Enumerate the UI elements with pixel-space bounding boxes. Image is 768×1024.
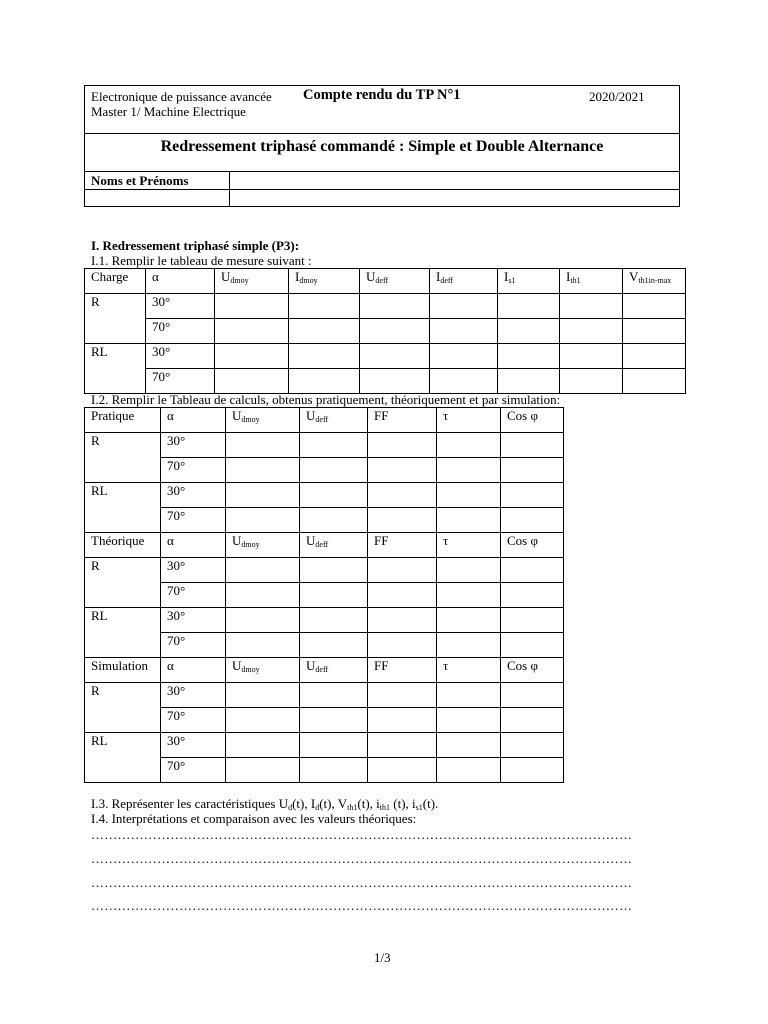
calculation-input-cell[interactable] bbox=[226, 483, 300, 508]
question-3 bbox=[91, 796, 438, 811]
calculation-input-cell[interactable] bbox=[226, 758, 300, 783]
calculation-input-cell[interactable] bbox=[501, 608, 564, 633]
subscript: th1 bbox=[347, 803, 358, 812]
calculation-input-cell[interactable] bbox=[501, 758, 564, 783]
measurement-input-cell[interactable] bbox=[623, 319, 686, 344]
measurement-input-cell[interactable] bbox=[289, 294, 360, 319]
calculation-input-cell[interactable] bbox=[501, 708, 564, 733]
section-label: Théorique bbox=[85, 533, 161, 558]
question-2: I.2. Remplir le Tableau de calculs, obtenus pratiquement, théoriquement et par simulation: bbox=[91, 392, 561, 407]
angle-cell: 70° bbox=[161, 583, 226, 608]
calculation-input-cell[interactable] bbox=[501, 433, 564, 458]
table1-header-cell: Charge bbox=[85, 269, 146, 294]
angle-cell: 30° bbox=[161, 683, 226, 708]
table2-row bbox=[85, 608, 564, 633]
section-heading: I. Redressement triphasé simple (P3): bbox=[91, 238, 300, 253]
calculation-input-cell[interactable] bbox=[437, 733, 501, 758]
measurement-input-cell[interactable] bbox=[560, 344, 623, 369]
question-3-text: (t), V bbox=[319, 796, 348, 811]
table1-row bbox=[85, 319, 686, 344]
calculation-input-cell[interactable] bbox=[300, 583, 368, 608]
angle-cell: 30° bbox=[146, 294, 215, 319]
measurement-input-cell[interactable] bbox=[623, 369, 686, 394]
subscript: d bbox=[315, 803, 320, 812]
table2-header-cell: α bbox=[161, 408, 226, 433]
load-cell: R bbox=[85, 683, 161, 733]
table1-header-cell: α bbox=[146, 269, 215, 294]
angle-cell: 30° bbox=[146, 344, 215, 369]
load-cell: RL bbox=[85, 344, 146, 394]
page-number: 1/3 bbox=[374, 950, 391, 965]
calculation-input-cell[interactable] bbox=[437, 558, 501, 583]
table2-header-cell: α bbox=[161, 533, 226, 558]
table2-header-cell: τ bbox=[437, 408, 501, 433]
measurement-table bbox=[84, 268, 686, 394]
calculation-input-cell[interactable] bbox=[368, 633, 437, 658]
measurement-input-cell[interactable] bbox=[498, 294, 560, 319]
measurement-input-cell[interactable] bbox=[430, 369, 498, 394]
answer-line-3[interactable]: …………………………………………………………………………………………………………… bbox=[91, 875, 633, 890]
measurement-input-cell[interactable] bbox=[215, 319, 289, 344]
measurement-input-cell[interactable] bbox=[498, 369, 560, 394]
calculation-input-cell[interactable] bbox=[437, 433, 501, 458]
calculation-input-cell[interactable] bbox=[501, 583, 564, 608]
calculation-input-cell[interactable] bbox=[501, 508, 564, 533]
measurement-input-cell[interactable] bbox=[498, 319, 560, 344]
calculation-input-cell[interactable] bbox=[501, 558, 564, 583]
table2-header-cell: τ bbox=[437, 533, 501, 558]
table2-row bbox=[85, 733, 564, 758]
main-title: Redressement triphasé commandé : Simple et Double Alternance bbox=[85, 133, 679, 172]
table2-header-cell: τ bbox=[437, 658, 501, 683]
table2-header-cell: Cos φ bbox=[501, 658, 564, 683]
question-3-text: (t), I bbox=[292, 796, 316, 811]
table2-header-cell: $U_{dmoy}$ bbox=[226, 533, 300, 558]
calculation-input-cell[interactable] bbox=[300, 708, 368, 733]
measurement-input-cell[interactable] bbox=[360, 294, 430, 319]
names-divider bbox=[229, 172, 230, 206]
calculation-input-cell[interactable] bbox=[368, 733, 437, 758]
measurement-input-cell[interactable] bbox=[289, 319, 360, 344]
measurement-input-cell[interactable] bbox=[430, 319, 498, 344]
calculation-input-cell[interactable] bbox=[368, 458, 437, 483]
table2-header-cell: α bbox=[161, 658, 226, 683]
measurement-input-cell[interactable] bbox=[360, 344, 430, 369]
table1-row bbox=[85, 344, 686, 369]
table1-header-cell: $I_{deff}$ bbox=[430, 269, 498, 294]
calculation-input-cell[interactable] bbox=[437, 583, 501, 608]
calculation-input-cell[interactable] bbox=[501, 683, 564, 708]
question-3-text: (t), i bbox=[390, 796, 416, 811]
calculation-input-cell[interactable] bbox=[300, 733, 368, 758]
course-name: Electronique de puissance avancée bbox=[91, 89, 272, 104]
calculation-input-cell[interactable] bbox=[300, 483, 368, 508]
calculation-input-cell[interactable] bbox=[300, 608, 368, 633]
subscript: th1 bbox=[379, 803, 390, 812]
measurement-input-cell[interactable] bbox=[215, 344, 289, 369]
calculation-input-cell[interactable] bbox=[368, 608, 437, 633]
calculation-input-cell[interactable] bbox=[226, 633, 300, 658]
answer-line-2[interactable]: …………………………………………………………………………………………………………… bbox=[91, 851, 633, 866]
names-row bbox=[85, 172, 679, 190]
table2-section-header-row bbox=[85, 658, 564, 683]
calculation-input-cell[interactable] bbox=[226, 708, 300, 733]
calculation-input-cell[interactable] bbox=[226, 458, 300, 483]
angle-cell: 70° bbox=[161, 458, 226, 483]
calculation-input-cell[interactable] bbox=[226, 608, 300, 633]
measurement-input-cell[interactable] bbox=[560, 369, 623, 394]
load-cell: RL bbox=[85, 608, 161, 658]
angle-cell: 70° bbox=[161, 708, 226, 733]
table1-header-cell: $I_{dmoy}$ bbox=[289, 269, 360, 294]
calculation-input-cell[interactable] bbox=[501, 458, 564, 483]
calculation-input-cell[interactable] bbox=[437, 508, 501, 533]
measurement-input-cell[interactable] bbox=[430, 294, 498, 319]
table1-header-cell: $U_{dmoy}$ bbox=[215, 269, 289, 294]
names-label: Noms et Prénoms bbox=[91, 173, 189, 188]
calculation-input-cell[interactable] bbox=[501, 483, 564, 508]
load-cell: RL bbox=[85, 483, 161, 533]
table2-header-cell: $U_{deff}$ bbox=[300, 408, 368, 433]
calculation-input-cell[interactable] bbox=[368, 433, 437, 458]
calculation-input-cell[interactable] bbox=[226, 683, 300, 708]
calculation-input-cell[interactable] bbox=[300, 433, 368, 458]
calculation-input-cell[interactable] bbox=[368, 758, 437, 783]
table2-header-cell: $U_{deff}$ bbox=[300, 533, 368, 558]
measurement-input-cell[interactable] bbox=[560, 294, 623, 319]
calculation-input-cell[interactable] bbox=[300, 683, 368, 708]
table2-row bbox=[85, 483, 564, 508]
header-info-row bbox=[85, 86, 679, 134]
question-1: I.1. Remplir le tableau de mesure suivant : bbox=[91, 253, 312, 268]
answer-line-1[interactable]: …………………………………………………………………………………………………………… bbox=[91, 827, 633, 842]
calculation-input-cell[interactable] bbox=[226, 733, 300, 758]
question-4: I.4. Interprétations et comparaison avec les valeurs théoriques: bbox=[91, 811, 417, 826]
question-3-text: (t), i bbox=[357, 796, 380, 811]
calculation-input-cell[interactable] bbox=[226, 583, 300, 608]
angle-cell: 70° bbox=[146, 369, 215, 394]
calculation-input-cell[interactable] bbox=[501, 733, 564, 758]
calculation-input-cell[interactable] bbox=[501, 633, 564, 658]
measurement-input-cell[interactable] bbox=[215, 369, 289, 394]
table2-header-cell: $U_{dmoy}$ bbox=[226, 408, 300, 433]
table1-header-cell: $I_{th1}$ bbox=[560, 269, 623, 294]
calculation-input-cell[interactable] bbox=[437, 683, 501, 708]
section-label: Pratique bbox=[85, 408, 161, 433]
calculation-input-cell[interactable] bbox=[368, 583, 437, 608]
subscript: d bbox=[288, 803, 293, 812]
load-cell: R bbox=[85, 558, 161, 608]
angle-cell: 30° bbox=[161, 733, 226, 758]
table1-header-row bbox=[85, 269, 686, 294]
question-3-text: (t). bbox=[422, 796, 439, 811]
program-name: Master 1/ Machine Electrique bbox=[91, 104, 246, 119]
table2-header-cell: FF bbox=[368, 533, 437, 558]
table2-header-cell: $U_{deff}$ bbox=[300, 658, 368, 683]
calculation-input-cell[interactable] bbox=[300, 508, 368, 533]
calculation-input-cell[interactable] bbox=[300, 558, 368, 583]
angle-cell: 30° bbox=[161, 608, 226, 633]
table1-row bbox=[85, 369, 686, 394]
angle-cell: 30° bbox=[161, 558, 226, 583]
calculation-input-cell[interactable] bbox=[300, 458, 368, 483]
calculation-input-cell[interactable] bbox=[300, 758, 368, 783]
angle-cell: 30° bbox=[161, 433, 226, 458]
table2-row bbox=[85, 683, 564, 708]
table2-row bbox=[85, 558, 564, 583]
calculation-input-cell[interactable] bbox=[226, 508, 300, 533]
question-3-text: I.3. Représenter les caractéristiques U bbox=[91, 796, 289, 811]
measurement-input-cell[interactable] bbox=[430, 344, 498, 369]
table2-header-cell: FF bbox=[368, 658, 437, 683]
measurement-input-cell[interactable] bbox=[360, 369, 430, 394]
calculation-input-cell[interactable] bbox=[300, 633, 368, 658]
table2-section-header-row bbox=[85, 533, 564, 558]
table2-header-cell: $U_{dmoy}$ bbox=[226, 658, 300, 683]
calculation-input-cell[interactable] bbox=[368, 508, 437, 533]
table1-header-cell: $U_{deff}$ bbox=[360, 269, 430, 294]
table1-row bbox=[85, 294, 686, 319]
calculation-input-cell[interactable] bbox=[368, 708, 437, 733]
measurement-input-cell[interactable] bbox=[623, 294, 686, 319]
calculation-input-cell[interactable] bbox=[368, 483, 437, 508]
angle-cell: 70° bbox=[161, 508, 226, 533]
calculation-input-cell[interactable] bbox=[437, 483, 501, 508]
academic-year: 2020/2021 bbox=[589, 89, 645, 104]
report-title: Compte rendu du TP N°1 bbox=[303, 87, 461, 103]
calculation-input-cell[interactable] bbox=[368, 683, 437, 708]
table2-header-cell: FF bbox=[368, 408, 437, 433]
calculation-input-cell[interactable] bbox=[437, 708, 501, 733]
calculation-input-cell[interactable] bbox=[437, 758, 501, 783]
table2-header-cell: Cos φ bbox=[501, 533, 564, 558]
calculation-input-cell[interactable] bbox=[226, 558, 300, 583]
calculation-table bbox=[84, 407, 564, 783]
angle-cell: 70° bbox=[161, 758, 226, 783]
measurement-input-cell[interactable] bbox=[498, 344, 560, 369]
header-box bbox=[84, 85, 680, 207]
angle-cell: 70° bbox=[146, 319, 215, 344]
table2-header-cell: Cos φ bbox=[501, 408, 564, 433]
load-cell: RL bbox=[85, 733, 161, 783]
load-cell: R bbox=[85, 433, 161, 483]
section-label: Simulation bbox=[85, 658, 161, 683]
angle-cell: 30° bbox=[161, 483, 226, 508]
calculation-input-cell[interactable] bbox=[437, 458, 501, 483]
angle-cell: 70° bbox=[161, 633, 226, 658]
measurement-input-cell[interactable] bbox=[289, 369, 360, 394]
answer-line-4[interactable]: …………………………………………………………………………………………………………… bbox=[91, 898, 633, 913]
calculation-input-cell[interactable] bbox=[437, 633, 501, 658]
measurement-input-cell[interactable] bbox=[360, 319, 430, 344]
table2-section-header-row bbox=[85, 408, 564, 433]
calculation-input-cell[interactable] bbox=[226, 433, 300, 458]
measurement-input-cell[interactable] bbox=[215, 294, 289, 319]
calculation-input-cell[interactable] bbox=[437, 608, 501, 633]
table2-row bbox=[85, 433, 564, 458]
calculation-input-cell[interactable] bbox=[368, 558, 437, 583]
measurement-input-cell[interactable] bbox=[560, 319, 623, 344]
load-cell: R bbox=[85, 294, 146, 344]
table1-header-cell: $V_{th1in-max}$ bbox=[623, 269, 686, 294]
subscript: s1 bbox=[415, 803, 423, 812]
measurement-input-cell[interactable] bbox=[623, 344, 686, 369]
measurement-input-cell[interactable] bbox=[289, 344, 360, 369]
table1-header-cell: $I_{s1}$ bbox=[498, 269, 560, 294]
